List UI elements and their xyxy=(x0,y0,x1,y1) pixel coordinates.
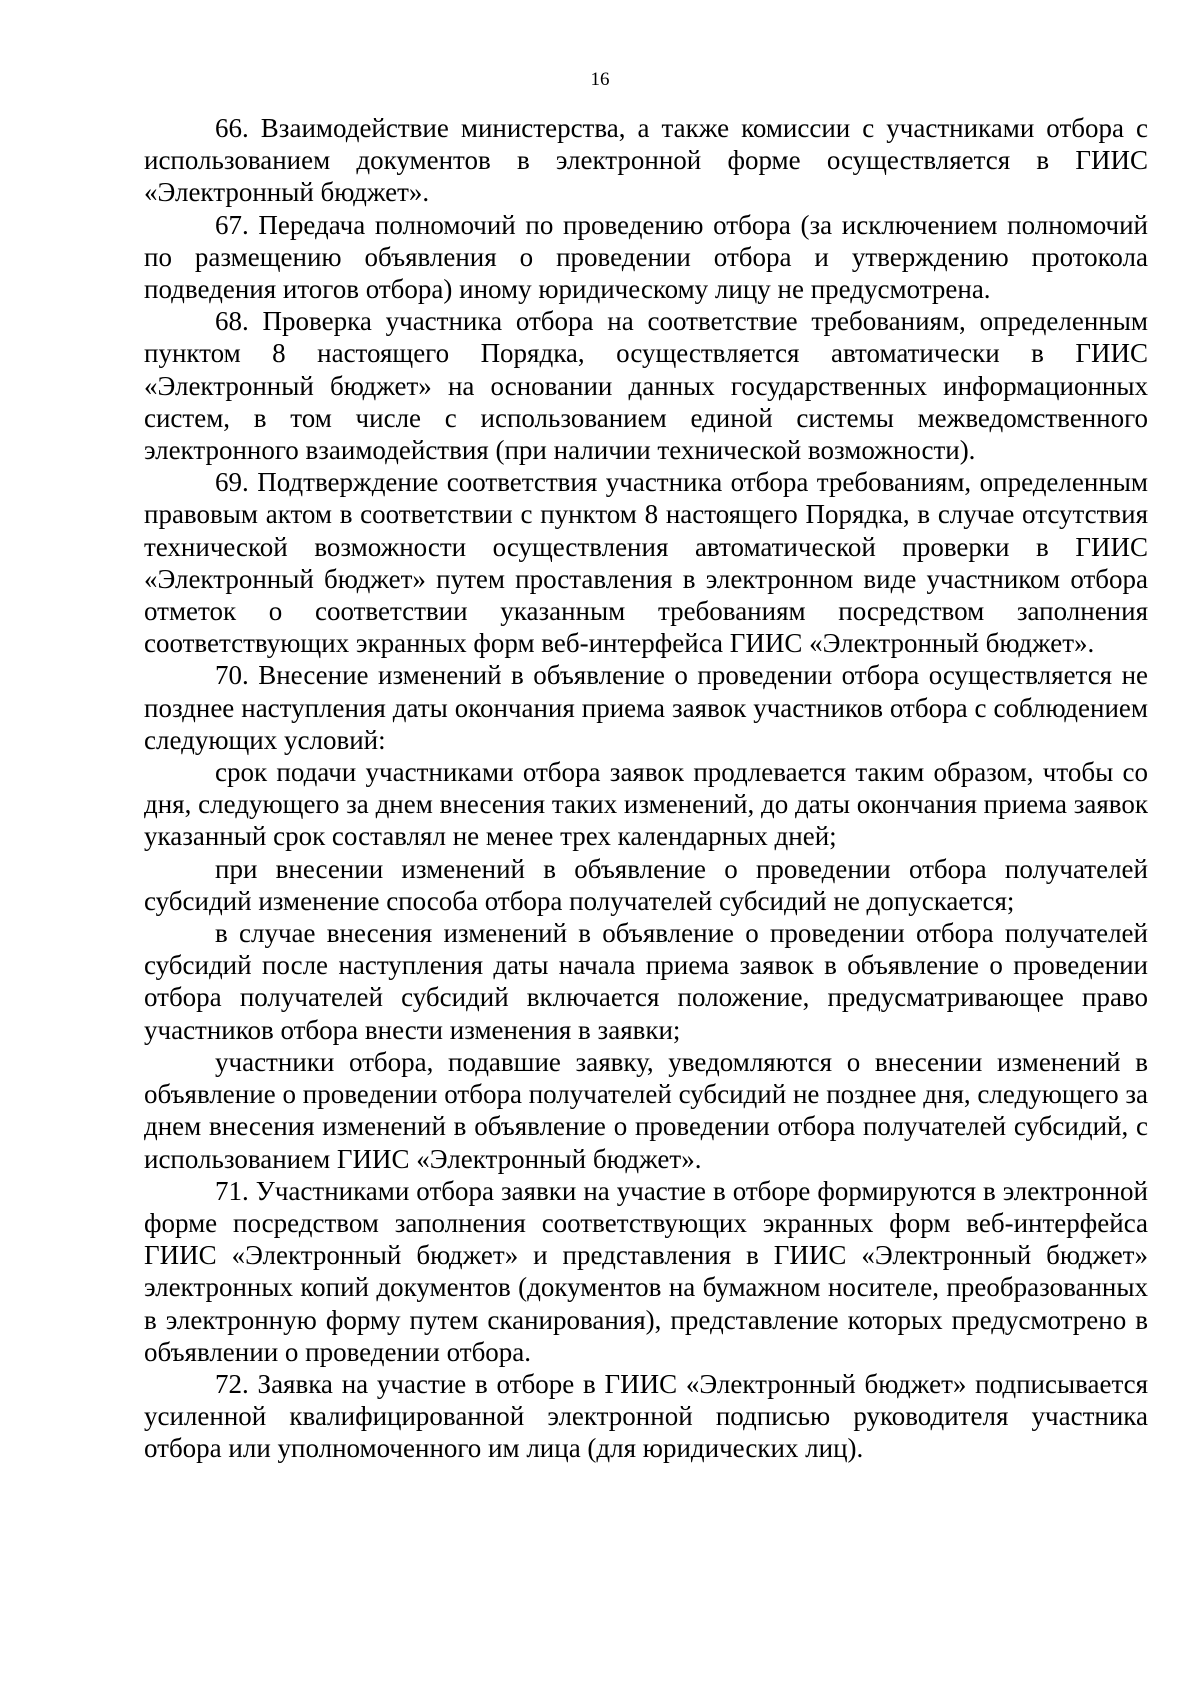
paragraph-66: 66. Взаимодействие министерства, а также комиссии с участниками отбора с использованием документов в электронной форме осуществляется в ГИИС «Электронный бюджет». xyxy=(144,113,1148,208)
paragraph-70-condition-4: участники отбора, подавшие заявку, уведомляются о внесении изменений в объявление о проведении отбора получателей субсидий не позднее дня, следующего за днем внесения изменений в объявление о проведении отбора получателей субсидий, с использованием ГИИС «Электронный бюджет». xyxy=(144,1046,1148,1174)
paragraph-70-condition-2: при внесении изменений в объявление о проведении отбора получателей субсидий изменение способа отбора получателей субсидий не допускается; xyxy=(144,853,1148,916)
paragraph-69: 69. Подтверждение соответствия участника отбора требованиям, определенным правовым актом в соответствии с пунктом 8 настоящего Порядка, в случае отсутствия технической возможности осуществления автоматической проверки в ГИИС «Электронный бюджет» путем проставления в электронном виде участником отбора отметок о соответствии указанным требованиям посредством заполнения соответствующих экранных форм веб-интерфейса ГИИС «Электронный бюджет». xyxy=(144,467,1148,659)
paragraph-67: 67. Передача полномочий по проведению отбора (за исключением полномочий по размещению объявления о проведении отбора и утверждению протокола подведения итогов отбора) иному юридическому лицу не предусмотрена. xyxy=(144,209,1148,305)
paragraph-68: 68. Проверка участника отбора на соответствие требованиям, определенным пунктом 8 настоящего Порядка, осуществляется автоматически в ГИИС «Электронный бюджет» на основании данных государственных информационных систем, в том числе с использованием единой системы межведомственного электронного взаимодействия (при наличии технической возможности). xyxy=(144,306,1148,466)
paragraph-72: 72. Заявка на участие в отборе в ГИИС «Электронный бюджет» подписывается усиленной квалифицированной электронной подписью руководителя участника отбора или уполномоченного им лица (для юридических лиц). xyxy=(144,1368,1148,1464)
paragraph-71: 71. Участниками отбора заявки на участие в отборе формируются в электронной форме посредством заполнения соответствующих экранных форм веб-интерфейса ГИИС «Электронный бюджет» и представления в ГИИС «Электронный бюджет» электронных копий документов (документов на бумажном носителе, преобразованных в электронную форму путем сканирования), представление которых предусмотрено в объявлении о проведении отбора. xyxy=(144,1175,1148,1367)
document-body xyxy=(144,112,1148,1465)
paragraph-70: 70. Внесение изменений в объявление о проведении отбора осуществляется не позднее наступления даты окончания приема заявок участников отбора с соблюдением следующих условий: xyxy=(144,660,1148,755)
page-number: 16 xyxy=(590,69,610,90)
paragraph-70-condition-3: в случае внесения изменений в объявление о проведении отбора получателей субсидий после наступления даты начала приема заявок в объявление о проведении отбора получателей субсидий включается положение, предусматривающее право участников отбора внести изменения в заявки; xyxy=(144,918,1148,1045)
paragraph-70-condition-1: срок подачи участниками отбора заявок продлевается таким образом, чтобы со дня, следующего за днем внесения таких изменений, до даты окончания приема заявок указанный срок составлял не менее трех календарных дней; xyxy=(144,757,1148,852)
